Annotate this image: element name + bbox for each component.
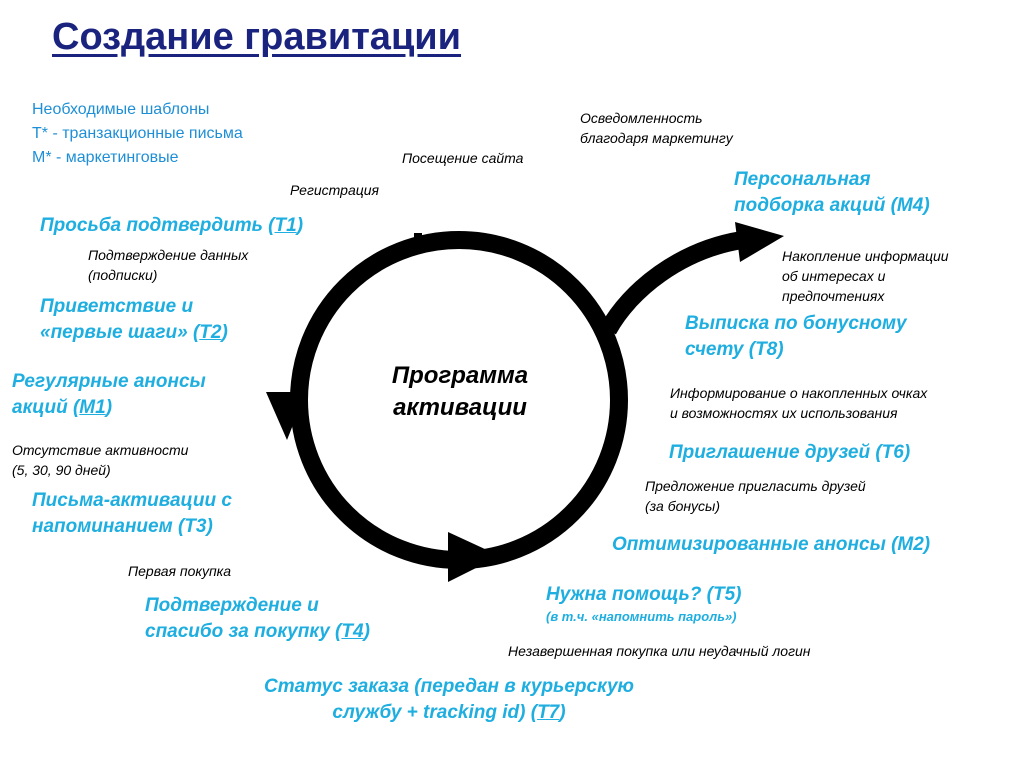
event-line: Отсутствие активности <box>12 442 189 458</box>
event-awareness <box>580 108 733 148</box>
event-line: (5, 30, 90 дней) <box>12 462 111 478</box>
top-tick <box>414 233 422 247</box>
template-line: Статус заказа (передан в курьерскую <box>264 676 634 697</box>
event-registration: Регистрация <box>290 182 380 198</box>
event-line: предпочтениях <box>782 288 885 304</box>
event-invite-offer <box>645 476 866 516</box>
template-line: Нужна помощь? (T5) <box>546 584 742 605</box>
template-line <box>145 619 370 645</box>
template-optimized: Оптимизированные анонсы (M2) <box>612 534 931 555</box>
template-line: счету (T8) <box>685 339 784 360</box>
template-order-status <box>228 674 670 726</box>
event-line: об интересах и <box>782 268 886 284</box>
template-personal <box>734 167 930 219</box>
event-line: благодаря маркетингу <box>580 130 733 146</box>
event-interest-info <box>782 246 949 306</box>
template-help-sub: (в т.ч. «напомнить пароль») <box>546 609 737 624</box>
template-text: спасибо за покупку ( <box>145 621 342 642</box>
event-site-visit: Посещение сайта <box>402 150 524 166</box>
event-first-purchase: Первая покупка <box>128 563 232 579</box>
template-line <box>40 320 228 346</box>
center-label-line: Программа <box>391 362 529 389</box>
template-bonus <box>685 311 907 363</box>
template-code: T2 <box>199 322 222 343</box>
event-line: Накопление информации <box>782 248 949 264</box>
event-line: Осведомленность <box>580 110 703 126</box>
template-text: ) <box>105 397 113 418</box>
template-announce <box>12 369 206 421</box>
template-reactivation <box>32 488 232 540</box>
template-line: Персональная <box>734 169 871 190</box>
template-line <box>12 395 206 421</box>
template-line <box>228 700 670 726</box>
template-text: ) <box>559 702 566 723</box>
template-line: подборка акций (M4) <box>734 195 930 216</box>
event-line: (за бонусы) <box>645 498 721 514</box>
template-text: «первые шаги» ( <box>40 322 200 343</box>
event-line: Информирование о накопленных очках <box>670 385 928 401</box>
event-data-confirm <box>88 245 248 285</box>
legend-line: T* - транзакционные письма <box>32 125 243 142</box>
legend-line: Необходимые шаблоны <box>32 101 210 118</box>
event-incomplete: Незавершенная покупка или неудачный логин <box>508 643 811 659</box>
outgoing-arrowhead <box>735 222 784 262</box>
template-text: ) <box>221 322 228 343</box>
event-line: и возможностях их использования <box>670 405 898 421</box>
event-points-info <box>670 383 927 423</box>
event-inactivity <box>12 440 188 480</box>
template-code: M1 <box>79 397 106 418</box>
template-line: напоминанием (T3) <box>32 516 213 537</box>
center-label <box>362 360 558 424</box>
template-text: акций ( <box>12 397 80 418</box>
template-confirm-request <box>40 213 303 239</box>
event-line: (подписки) <box>88 267 158 283</box>
template-line: Подтверждение и <box>145 595 319 616</box>
template-line: Регулярные анонсы <box>12 371 206 392</box>
template-code: T7 <box>537 702 560 723</box>
template-line: Письма-активации с <box>32 490 232 511</box>
template-welcome <box>40 294 228 346</box>
event-line: Предложение пригласить друзей <box>645 478 866 494</box>
event-line: Подтверждение данных <box>88 247 249 263</box>
template-code: T1 <box>274 215 297 236</box>
template-help <box>546 582 741 608</box>
center-label-line: активации <box>393 394 527 421</box>
template-line: Приветствие и <box>40 296 194 317</box>
legend-line: M* - маркетинговые <box>32 149 179 166</box>
bottom-arrowhead <box>448 532 500 582</box>
legend <box>32 98 243 170</box>
template-text: ) <box>363 621 370 642</box>
page-title: Создание гравитации <box>52 16 462 58</box>
template-text: ) <box>296 215 304 236</box>
template-text: Просьба подтвердить ( <box>40 215 275 236</box>
template-invite: Приглашение друзей (T6) <box>669 442 911 463</box>
template-text: службу + tracking id) ( <box>332 702 538 723</box>
template-code: T4 <box>341 621 364 642</box>
template-thanks <box>145 593 370 645</box>
template-line: Выписка по бонусному <box>685 313 907 334</box>
